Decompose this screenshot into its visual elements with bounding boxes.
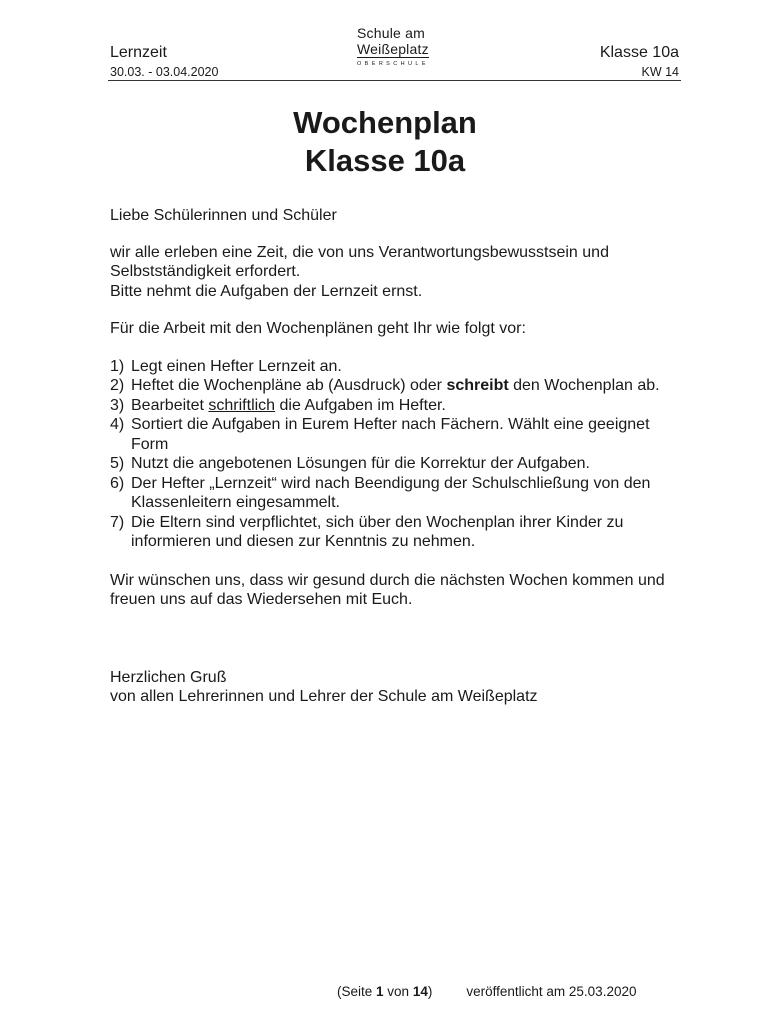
page-mid: von	[383, 984, 413, 999]
emphasis-underline: schriftlich	[208, 396, 276, 414]
list-item-number: 5)	[110, 455, 125, 472]
list-item-number: 4)	[110, 416, 125, 433]
letter-body	[110, 206, 690, 707]
header-class: Klasse 10a	[599, 44, 679, 61]
emphasis-bold: schreibt	[446, 377, 509, 394]
instructions-lead: Für die Arbeit mit den Wochenplänen geht Ihr wie folgt vor:	[110, 320, 526, 337]
list-item	[110, 474, 690, 513]
list-item-text-end: die Aufgaben im Hefter.	[275, 396, 446, 414]
list-item	[110, 396, 690, 416]
intro-paragraph-2: Bitte nehmt die Aufgaben der Lernzeit ernst.	[110, 282, 423, 300]
greeting: Liebe Schülerinnen und Schüler	[110, 207, 337, 224]
list-item-text	[131, 396, 690, 416]
list-item	[110, 376, 690, 396]
page-suffix: )	[427, 984, 433, 999]
list-item-text-start: Bearbeitet	[131, 396, 209, 414]
page-footer	[337, 984, 636, 999]
instructions-list	[110, 357, 690, 552]
header-dates: 30.03. - 03.04.2020	[110, 65, 219, 79]
header-divider	[108, 80, 681, 81]
page-prefix: (Seite	[337, 984, 377, 999]
list-item-text: Sortiert die Aufgaben in Eurem Hefter nach Fächern. Wählt eine geeignet Form	[131, 416, 650, 453]
page-total: 14	[412, 984, 428, 999]
header-week: KW 14	[641, 65, 679, 79]
title-line-2: Klasse 10a	[304, 143, 466, 178]
list-item-number: 1)	[110, 357, 125, 375]
school-logo	[357, 26, 435, 67]
list-item-text-end: den Wochenplan ab.	[508, 377, 660, 394]
list-item-text: Die Eltern sind verpflichtet, sich über den Wochenplan ihrer Kinder zu informieren und diesen zur Kenntnis zu nehmen.	[131, 513, 624, 550]
list-item-text: Nutzt die angebotenen Lösungen für die Korrektur der Aufgaben.	[131, 455, 590, 472]
published-date: veröffentlicht am 25.03.2020	[466, 984, 637, 999]
list-item	[110, 454, 690, 474]
list-item	[110, 415, 690, 454]
closing-paragraph: Wir wünschen uns, dass wir gesund durch die nächsten Wochen kommen und freuen uns auf das Wiedersehen mit Euch.	[110, 571, 665, 608]
list-item-number: 3)	[110, 396, 125, 414]
header-title: Lernzeit	[110, 44, 167, 61]
list-item-text	[131, 376, 690, 396]
list-item-text-start: Heftet die Wochenpläne ab (Ausdruck) oder	[131, 377, 447, 394]
page-indicator	[337, 984, 432, 999]
page-current: 1	[376, 984, 384, 999]
title-line-1: Wochenplan	[293, 105, 477, 140]
list-item-text: Der Hefter „Lernzeit“ wird nach Beendigung der Schulschließung von den Klassenleitern eingesammelt.	[131, 474, 651, 511]
signoff-line-1: Herzlichen Gruß	[110, 668, 227, 686]
list-item-number: 6)	[110, 474, 125, 492]
list-item-number: 2)	[110, 377, 125, 394]
logo-line-2: Weißeplatz	[357, 41, 429, 57]
list-item-number: 7)	[110, 513, 125, 531]
list-item	[110, 357, 690, 377]
page-title	[0, 104, 770, 180]
logo-line-1: Schule am	[357, 25, 425, 41]
signoff-line-2: von allen Lehrerinnen und Lehrer der Schule am Weißeplatz	[110, 688, 538, 705]
intro-paragraph-1: wir alle erleben eine Zeit, die von uns Verantwortungsbewusstsein und Selbstständigkeit erfordert.	[110, 243, 609, 280]
list-item	[110, 513, 690, 552]
list-item-text: Legt einen Hefter Lernzeit an.	[131, 357, 342, 375]
logo-line-3: OBERSCHULE	[357, 61, 429, 67]
